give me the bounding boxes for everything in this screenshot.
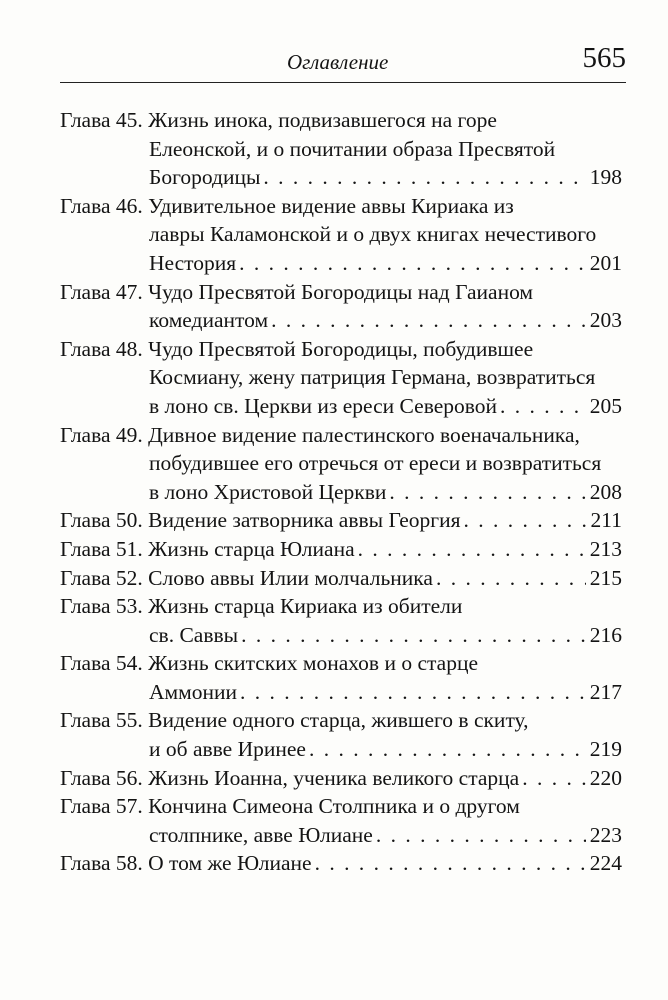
toc-entry (60, 506, 622, 535)
toc-entry-line (60, 564, 622, 593)
toc-page-number: 217 (589, 679, 622, 704)
dot-leader (376, 821, 586, 850)
toc-entry-text: Глава 55. Видение одного старца, жившего в скиту, (60, 708, 529, 733)
toc-page-number: 223 (589, 822, 622, 847)
dot-leader (522, 764, 586, 793)
toc-entry-line (60, 421, 622, 450)
toc-entry-text: Глава 58. О том же Юлиане (60, 851, 312, 876)
toc-entry-line (60, 649, 622, 678)
toc-entry-line (60, 135, 622, 164)
dot-leader (315, 849, 586, 878)
dot-leader (241, 621, 586, 650)
toc-entry (60, 335, 622, 421)
toc-entry-text: Нестория (149, 250, 237, 275)
dot-leader (358, 535, 586, 564)
toc-entry-text: Глава 46. Удивительное видение аввы Кириака из (60, 193, 514, 218)
toc-page-number: 208 (589, 479, 622, 504)
toc-entry (60, 592, 622, 649)
toc-entry-line (60, 363, 622, 392)
toc-entry (60, 535, 622, 564)
toc-entry-line (60, 306, 622, 335)
toc-entry-text: Глава 52. Слово аввы Илии молчальника (60, 565, 433, 590)
toc-page-number: 216 (589, 622, 622, 647)
toc-page-number: 205 (589, 393, 622, 418)
dot-leader (240, 678, 586, 707)
dot-leader (309, 735, 586, 764)
dot-leader (436, 564, 586, 593)
toc-entry-text: столпнике, авве Юлиане (149, 822, 373, 847)
toc-entry-text: Глава 47. Чудо Пресвятой Богородицы над Гаианом (60, 279, 534, 304)
table-of-contents (60, 106, 622, 878)
toc-entry-text: Космиану, жену патриция Германа, возвратиться (149, 365, 596, 390)
toc-entry-line (60, 449, 622, 478)
toc-entry-line (60, 478, 622, 507)
toc-entry-text: комедиантом (149, 308, 269, 333)
running-title: Оглавление (287, 50, 389, 74)
toc-entry (60, 278, 622, 335)
toc-entry (60, 849, 622, 878)
toc-entry-line (60, 792, 622, 821)
toc-entry-line (60, 735, 622, 764)
toc-entry-line (60, 535, 622, 564)
running-header (60, 40, 626, 83)
toc-entry-text: Елеонской, и о почитании образа Пресвятой (149, 136, 556, 161)
toc-entry (60, 421, 622, 507)
toc-entry-line (60, 506, 622, 535)
toc-entry-text: св. Саввы (149, 622, 239, 647)
toc-entry-text: Глава 56. Жизнь Иоанна, ученика великого старца (60, 765, 520, 790)
dot-leader (464, 506, 587, 535)
toc-entry (60, 564, 622, 593)
dot-leader (500, 392, 586, 421)
toc-entry-line (60, 163, 622, 192)
toc-entry-line (60, 278, 622, 307)
toc-page-number: 201 (589, 250, 622, 275)
toc-entry-line (60, 849, 622, 878)
page-number: 565 (582, 42, 626, 74)
toc-entry-line (60, 764, 622, 793)
toc-entry-text: Глава 48. Чудо Пресвятой Богородицы, побудившее (60, 336, 534, 361)
toc-entry-text: Аммонии (149, 679, 238, 704)
toc-entry-line (60, 706, 622, 735)
toc-entry-line (60, 592, 622, 621)
toc-entry (60, 792, 622, 849)
toc-entry-text: лавры Каламонской и о двух книгах нечестивого (149, 222, 597, 247)
dot-leader (389, 478, 585, 507)
toc-page-number: 213 (589, 536, 622, 561)
toc-entry-line (60, 678, 622, 707)
toc-entry (60, 706, 622, 763)
toc-page-number: 220 (589, 765, 622, 790)
toc-entry-line (60, 249, 622, 278)
toc-entry-text: Глава 51. Жизнь старца Юлиана (60, 536, 355, 561)
toc-entry-text: Богородицы (149, 165, 261, 190)
dot-leader (271, 306, 586, 335)
dot-leader (239, 249, 586, 278)
toc-page-number: 211 (590, 508, 622, 533)
toc-entry-text: Глава 45. Жизнь инока, подвизавшегося на горе (60, 108, 497, 132)
toc-entry-line (60, 220, 622, 249)
toc-entry-text: в лоно св. Церкви из ереси Северовой (149, 393, 498, 418)
toc-entry-text: побудившее его отречься от ереси и возвратиться (149, 451, 602, 476)
toc-entry-line (60, 392, 622, 421)
toc-entry-text: в лоно Христовой Церкви (149, 479, 387, 504)
toc-entry-text: и об авве Иринее (149, 737, 306, 762)
toc-entry (60, 106, 622, 192)
toc-page-number: 224 (589, 851, 622, 876)
dot-leader (263, 163, 585, 192)
toc-entry-line (60, 192, 622, 221)
toc-entry-text: Глава 50. Видение затворника аввы Георгия (60, 508, 461, 533)
toc-entry-text: Глава 57. Кончина Симеона Столпника и о другом (60, 794, 520, 819)
toc-entry (60, 764, 622, 793)
toc-entry-line (60, 335, 622, 364)
toc-entry-line (60, 621, 622, 650)
toc-entry-text: Глава 49. Дивное видение палестинского военачальника, (60, 422, 580, 447)
toc-page-number: 198 (589, 165, 622, 190)
toc-entry (60, 192, 622, 278)
toc-entry-line (60, 821, 622, 850)
toc-page-number: 203 (589, 308, 622, 333)
toc-entry-text: Глава 53. Жизнь старца Кириака из обители (60, 594, 463, 619)
toc-page-number: 219 (589, 737, 622, 762)
toc-entry-text: Глава 54. Жизнь скитских монахов и о старце (60, 651, 479, 676)
toc-entry-line (60, 106, 622, 135)
toc-entry (60, 649, 622, 706)
toc-page-number: 215 (589, 565, 622, 590)
